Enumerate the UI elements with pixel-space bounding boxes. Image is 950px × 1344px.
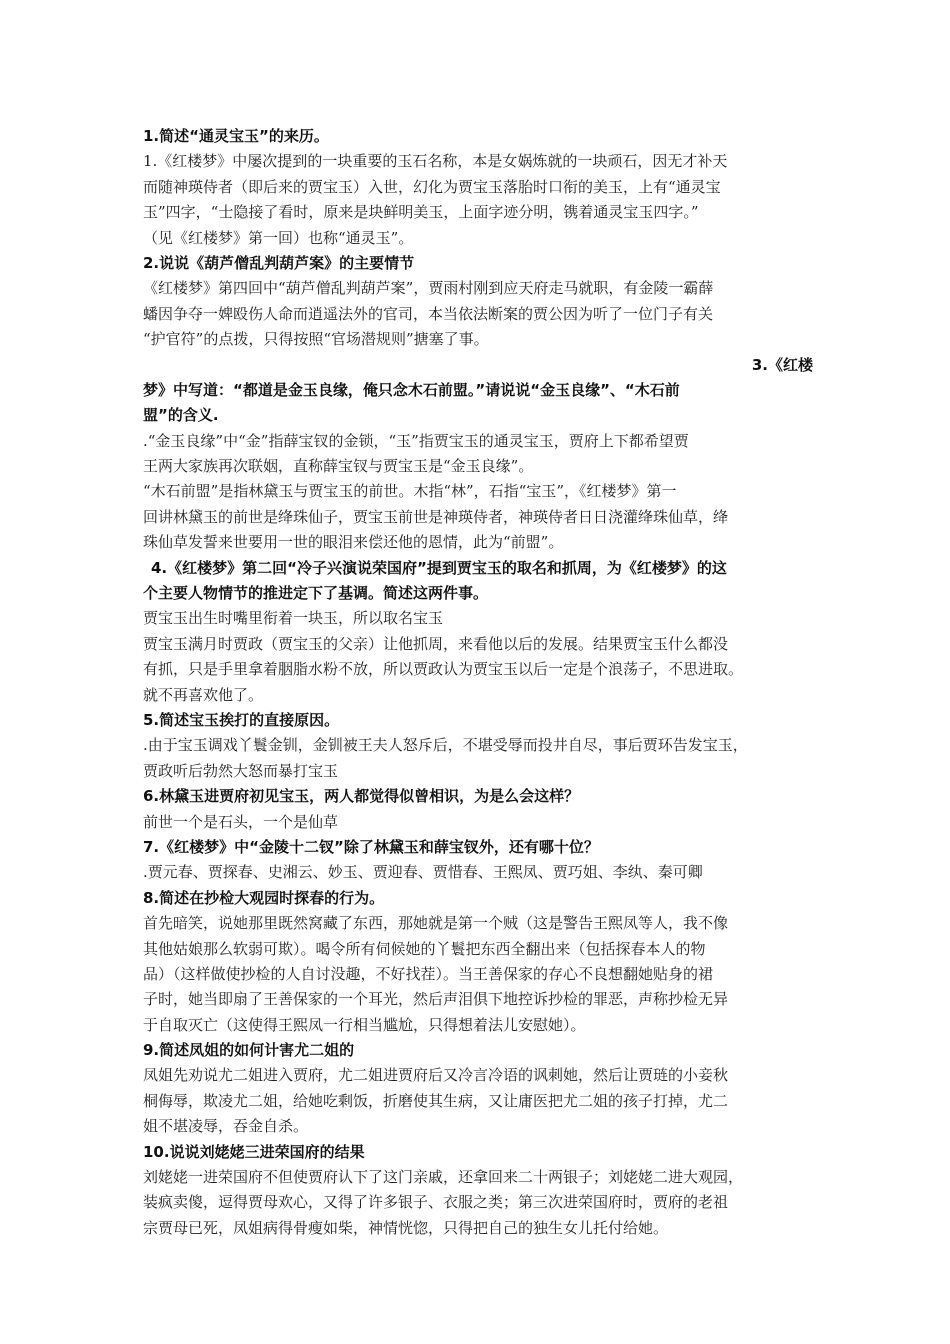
question-3-line-3: 盟”的含义. <box>143 406 219 425</box>
section-4 <box>143 556 813 708</box>
section-2 <box>143 251 813 353</box>
question-9: 9.简述凤姐的如何计害尤二姐的 <box>143 1041 355 1060</box>
answer-3-line-2: 王两大家族再次联姻，直称薛宝钗与贾宝玉是“金玉良缘”。 <box>143 457 534 476</box>
answer-4-line-1: 贾宝玉出生时嘴里衔着一块玉，所以取名宝玉 <box>143 609 444 628</box>
answer-6-line-1: 前世一个是石头，一个是仙草 <box>143 812 339 831</box>
answer-8-line-1: 首先暗笑，说她那里既然窝藏了东西，那她就是第一个贼（这是警告王熙凤等人，我不像 <box>143 914 729 933</box>
answer-3-line-5: 珠仙草发誓来世要用一世的眼泪来偿还他的恩情，此为“前盟”。 <box>143 533 564 552</box>
answer-4-line-2: 贾宝玉满月时贾政（贾宝玉的父亲）让他抓周，来看他以后的发展。结果贾宝玉什么都没 <box>143 634 729 653</box>
question-6: 6.林黛玉进贾府初见宝玉，两人都觉得似曾相识，为是么会这样？ <box>143 787 580 806</box>
question-3-line-1: 3.《红楼 <box>751 355 813 374</box>
answer-1-line-3: 玉”四字，“士隐接了看时，原来是块鲜明美玉，上面字迹分明，镌着通灵宝玉四字。” <box>143 203 699 222</box>
answer-8-line-2: 其他姑娘那么软弱可欺）。喝令所有伺候她的丫鬟把东西全翻出来（包括探春本人的物 <box>143 939 706 958</box>
question-5: 5.简述宝玉挨打的直接原因。 <box>143 710 340 729</box>
section-9 <box>143 1038 813 1140</box>
question-7: 7.《红楼梦》中“金陵十二钗”除了林黛玉和薛宝钗外，还有哪十位？ <box>143 837 599 856</box>
document-body <box>143 124 813 1241</box>
answer-9-line-1: 凤姐先劝说尤二姐进入贾府，尤二姐进贾府后又冷言冷语的讽刺她，然后让贾琏的小妾秋 <box>143 1066 729 1085</box>
answer-2-line-1: 《红楼梦》第四回中“葫芦僧乱判葫芦案”，贾雨村刚到应天府走马就职，有金陵一霸薛 <box>143 279 714 298</box>
answer-4-line-4: 就不再喜欢他了。 <box>143 685 264 704</box>
answer-10-line-3: 宗贾母已死，凤姐病得骨瘦如柴，神情恍惚，只得把自己的独生女儿托付给她。 <box>143 1218 669 1237</box>
question-1: 1.简述“通灵宝玉”的来历。 <box>143 127 329 145</box>
answer-1-line-2: 而随神瑛侍者（即后来的贾宝玉）入世，幻化为贾宝玉落胎时口衔的美玉，上有“通灵宝 <box>143 177 721 196</box>
answer-4-line-3: 有抓，只是手里拿着胭脂水粉不放，所以贾政认为贾宝玉以后一定是个浪荡子，不思进取。 <box>143 660 744 679</box>
question-10: 10.说说刘姥姥三进荣国府的结果 <box>143 1142 365 1161</box>
answer-3-line-1: .“金玉良缘”中“金”指薛宝钗的金锁，“玉”指贾宝玉的通灵宝玉，贾府上下都希望贾 <box>143 431 689 450</box>
answer-2-line-2: 蟠因争夺一婢殴伤人命而逍遥法外的官司，本当依法断案的贾公因为听了一位门子有关 <box>143 304 714 323</box>
section-5 <box>143 708 813 784</box>
question-2: 2.说说《葫芦僧乱判葫芦案》的主要情节 <box>143 253 415 272</box>
answer-3-line-4: 回讲林黛玉的前世是绛珠仙子，贾宝玉前世是神瑛侍者，神瑛侍者日日浇灌绛珠仙草，绛 <box>143 507 729 526</box>
section-8 <box>143 886 813 1038</box>
answer-7-line-1: .贾元春、贾探春、史湘云、妙玉、贾迎春、贾惜春、王熙凤、贾巧姐、李纨、秦可卿 <box>143 863 703 882</box>
answer-8-line-4: 子时，她当即扇了王善保家的一个耳光，然后声泪俱下地控诉抄检的罪恶，声称抄检无异 <box>143 990 729 1009</box>
answer-9-line-3: 姐不堪凌辱，吞金自杀。 <box>143 1117 309 1136</box>
answer-5-line-1: .由于宝玉调戏丫鬟金钏，金钏被王夫人怒斥后，不堪受辱而投井自尽，事后贾环告发宝玉， <box>143 736 748 755</box>
section-10 <box>143 1140 813 1242</box>
answer-10-line-2: 装疯卖傻，逗得贾母欢心，又得了许多银子、衣服之类；第三次进荣国府时，贾府的老祖 <box>143 1193 729 1212</box>
answer-1-line-1: 1.《红楼梦》中屡次提到的一块重要的玉石名称，本是女娲炼就的一块顽石，因无才补天 <box>143 152 728 171</box>
answer-9-line-2: 桐侮辱，欺凌尤二姐，给她吃剩饭，折磨使其生病，又让庸医把尤二姐的孩子打掉，尤二 <box>143 1091 729 1110</box>
section-3 <box>143 353 813 556</box>
question-3-line-2: 梦》中写道：“都道是金玉良缘，俺只念木石前盟。”请说说“金玉良缘”、“木石前 <box>143 380 680 399</box>
question-4-line-2: 个主要人物情节的推进定下了基调。简述这两件事。 <box>143 584 489 603</box>
question-4-line-1: 4.《红楼梦》第二回“冷子兴演说荣国府”提到贾宝玉的取名和抓周，为《红楼梦》的这 <box>151 558 727 577</box>
section-6 <box>143 784 813 835</box>
answer-5-line-2: 贾政听后勃然大怒而暴打宝玉 <box>143 761 339 780</box>
answer-1-line-4: （见《红楼梦》第一回）也称“通灵玉”。 <box>143 228 414 247</box>
answer-2-line-3: “护官符”的点拨，只得按照“官场潜规则”搪塞了事。 <box>143 330 489 349</box>
answer-8-line-3: 品）（这样做使抄检的人自讨没趣，不好找茬）。当王善保家的存心不良想翻她贴身的裙 <box>143 964 714 983</box>
answer-8-line-5: 于自取灭亡（这使得王熙凤一行相当尴尬，只得想着法儿安慰她）。 <box>143 1015 586 1034</box>
answer-10-line-1: 刘姥姥一进荣国府不但使贾府认下了这门亲戚，还拿回来二十两银子；刘姥姥二进大观园， <box>143 1168 744 1187</box>
section-1 <box>143 124 813 251</box>
question-8: 8.简述在抄检大观园时探春的行为。 <box>143 888 385 907</box>
answer-3-line-3: “木石前盟”是指林黛玉与贾宝玉的前世。木指“林”，石指“宝玉”，《红楼梦》第一 <box>143 482 677 501</box>
section-7 <box>143 835 813 886</box>
